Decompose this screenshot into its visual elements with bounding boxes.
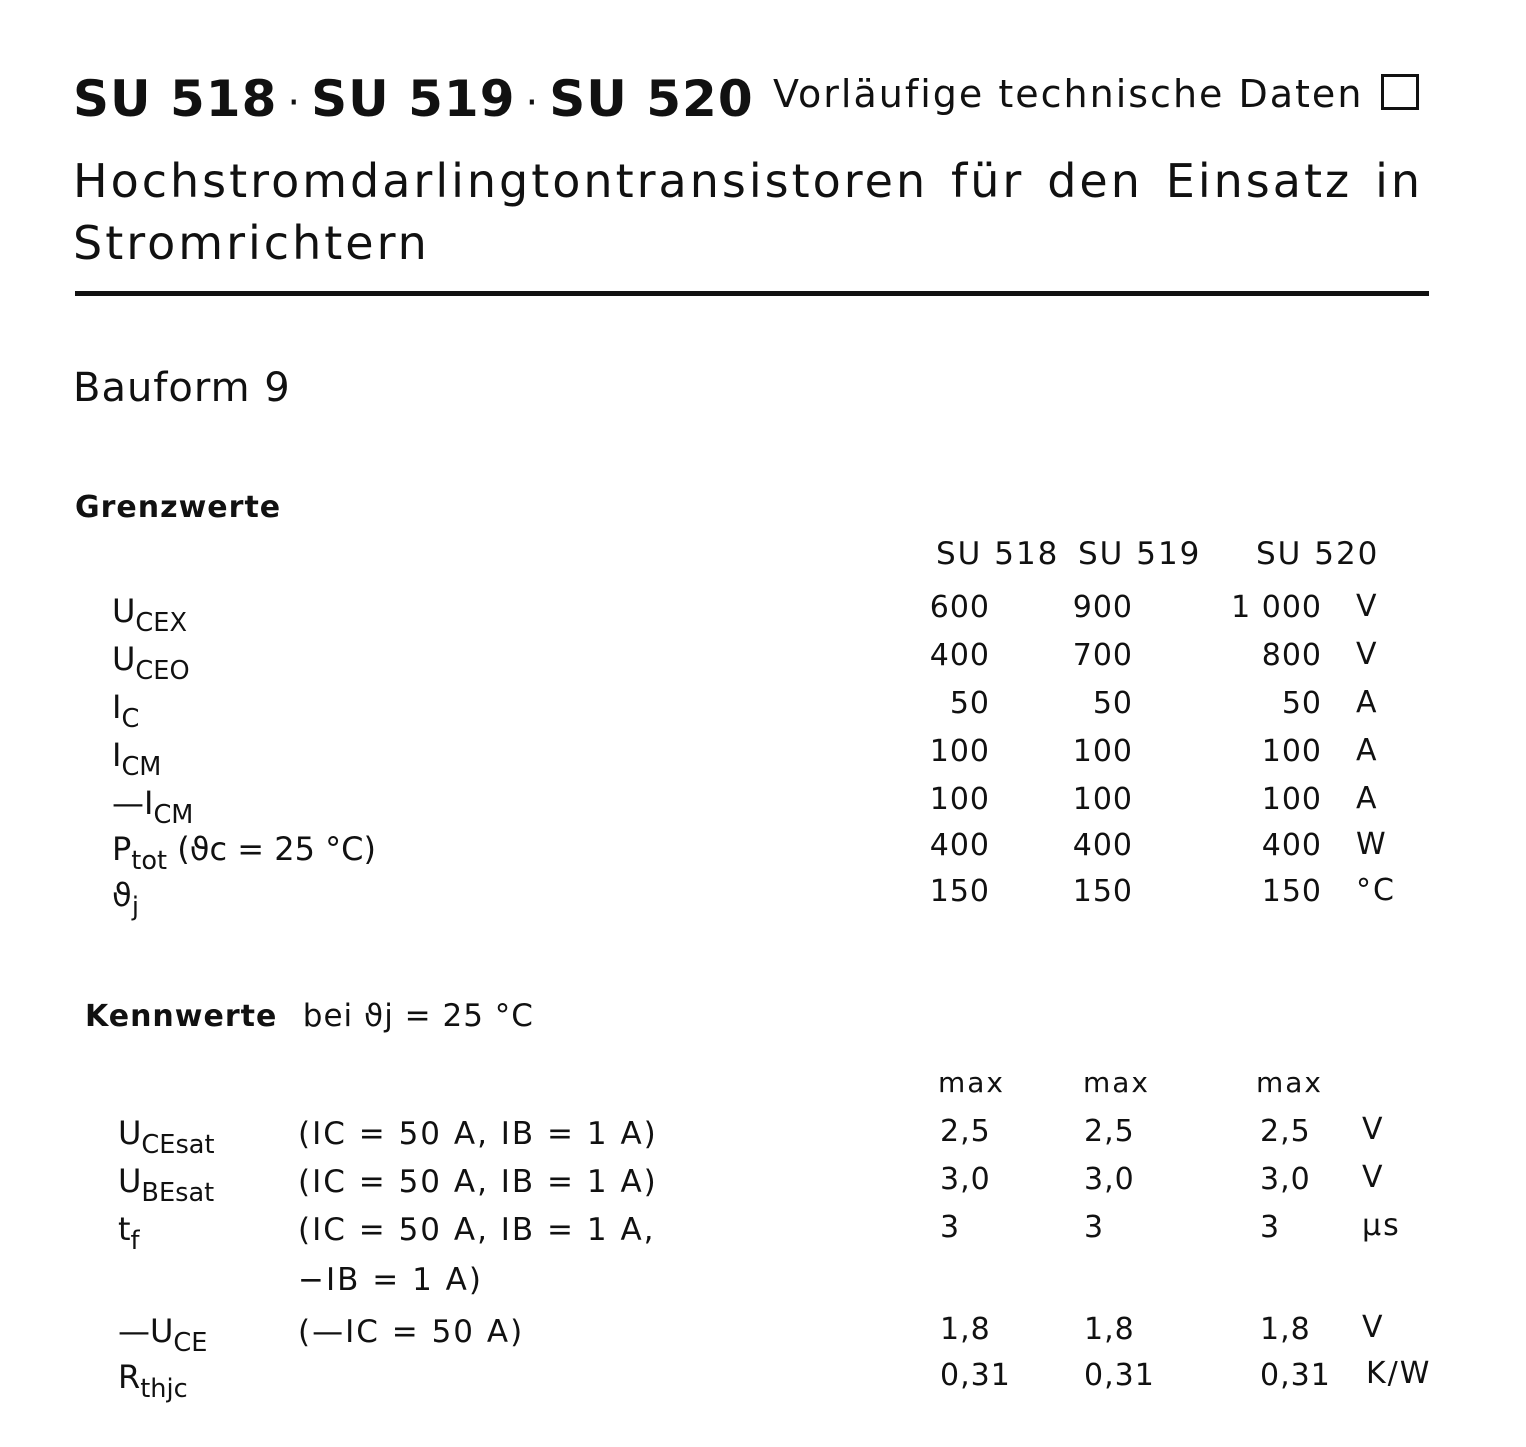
value-su519: 700	[1072, 638, 1133, 673]
symbol-subscript: f	[130, 1225, 140, 1256]
symbol-letter: ϑ	[112, 876, 132, 914]
type-su520: SU 520	[549, 70, 754, 128]
value-unit: V	[1356, 589, 1379, 624]
parameter-symbol	[112, 592, 187, 638]
value-su520: 800	[1261, 638, 1322, 673]
symbol-condition: (ϑc = 25 °C)	[167, 830, 376, 868]
kennwerte-label: Kennwerte	[85, 999, 278, 1034]
test-condition: (IC = 50 A, IB = 1 A)	[298, 1116, 658, 1152]
max-label-su518: max	[938, 1066, 1006, 1099]
value-su520: 2,5	[1260, 1114, 1311, 1149]
value-unit: µs	[1362, 1208, 1401, 1243]
symbol-subscript: thjc	[140, 1373, 188, 1404]
checkbox-square	[1381, 74, 1419, 110]
column-header-su518: SU 518	[936, 536, 1060, 572]
symbol-letter: I	[112, 736, 122, 774]
parameter-symbol	[118, 1114, 215, 1160]
value-su520: 1 000	[1231, 590, 1322, 625]
header-divider	[75, 291, 1429, 296]
max-label-su519: max	[1083, 1066, 1151, 1099]
test-condition: (IC = 50 A, IB = 1 A,	[298, 1212, 656, 1248]
kennwerte-condition: bei ϑj = 25 °C	[302, 998, 534, 1034]
parameter-symbol	[118, 1162, 215, 1208]
datasheet-subtitle: Hochstromdarlingtontransistoren für den Einsatz in Stromrichtern	[73, 154, 1423, 270]
column-header-su520: SU 520	[1256, 536, 1380, 572]
parameter-symbol	[112, 688, 140, 734]
value-su520: 3,0	[1260, 1162, 1311, 1197]
value-su519: 3	[1084, 1210, 1105, 1245]
symbol-letter: U	[112, 592, 136, 630]
value-su518: 400	[929, 828, 990, 863]
value-unit: A	[1356, 781, 1379, 816]
type-su519: SU 519	[311, 70, 516, 128]
preliminary-data-label: Vorläufige technische Daten	[773, 72, 1364, 116]
value-su518: 3,0	[940, 1162, 991, 1197]
symbol-subscript: BEsat	[141, 1177, 215, 1208]
symbol-subscript: CEsat	[141, 1129, 215, 1160]
value-unit: V	[1356, 637, 1379, 672]
symbol-letter: I	[144, 784, 154, 822]
parameter-symbol	[118, 1210, 140, 1256]
symbol-letter: U	[118, 1114, 142, 1152]
value-su520: 3	[1260, 1210, 1281, 1245]
value-su518: 100	[929, 734, 990, 769]
value-su519: 900	[1072, 590, 1133, 625]
value-su519: 2,5	[1084, 1114, 1135, 1149]
symbol-prefix: —	[112, 784, 144, 822]
symbol-subscript: tot	[131, 845, 168, 876]
value-su518: 50	[949, 686, 990, 721]
symbol-prefix: —	[118, 1312, 150, 1350]
parameter-symbol	[112, 640, 190, 686]
symbol-subscript: CEX	[135, 607, 187, 638]
value-su518: 150	[929, 874, 990, 909]
value-su520: 0,31	[1260, 1358, 1331, 1393]
value-su520: 50	[1281, 686, 1322, 721]
value-su518: 3	[940, 1210, 961, 1245]
value-su518: 1,8	[940, 1312, 991, 1347]
test-condition: (—IC = 50 A)	[298, 1314, 525, 1350]
package-type: Bauform 9	[73, 365, 291, 411]
value-su520: 100	[1261, 734, 1322, 769]
separator-dot: ·	[525, 80, 540, 126]
parameter-symbol	[112, 830, 376, 876]
value-su520: 400	[1261, 828, 1322, 863]
value-su520: 100	[1261, 782, 1322, 817]
value-su520: 1,8	[1260, 1312, 1311, 1347]
parameter-symbol	[118, 1358, 188, 1404]
value-su519: 400	[1072, 828, 1133, 863]
value-unit: A	[1356, 685, 1379, 720]
parameter-symbol	[112, 784, 194, 830]
symbol-letter: U	[112, 640, 136, 678]
symbol-subscript: CM	[153, 799, 194, 830]
test-condition-continued: −IB = 1 A)	[298, 1262, 483, 1298]
symbol-letter: P	[112, 830, 132, 868]
value-unit: °C	[1356, 873, 1396, 908]
column-header-su519: SU 519	[1078, 536, 1202, 572]
symbol-letter: I	[112, 688, 122, 726]
symbol-letter: t	[118, 1210, 131, 1248]
value-su518: 0,31	[940, 1358, 1011, 1393]
symbol-subscript: CM	[121, 751, 162, 782]
separator-dot: ·	[287, 80, 302, 126]
value-su519: 50	[1092, 686, 1133, 721]
value-unit: A	[1356, 733, 1379, 768]
symbol-letter: U	[118, 1162, 142, 1200]
symbol-subscript: CE	[173, 1327, 208, 1358]
section-title-kennwerte	[85, 998, 534, 1034]
parameter-symbol	[112, 736, 162, 782]
section-title-grenzwerte: Grenzwerte	[75, 490, 282, 525]
value-unit: V	[1362, 1112, 1385, 1147]
value-unit: V	[1362, 1160, 1385, 1195]
value-su519: 100	[1072, 782, 1133, 817]
parameter-symbol	[112, 876, 139, 922]
value-unit: K/W	[1366, 1356, 1432, 1391]
symbol-subscript: C	[121, 703, 140, 734]
test-condition: (IC = 50 A, IB = 1 A)	[298, 1164, 658, 1200]
value-su518: 600	[929, 590, 990, 625]
datasheet-title	[73, 70, 754, 128]
parameter-symbol	[118, 1312, 208, 1358]
value-su518: 2,5	[940, 1114, 991, 1149]
value-su518: 100	[929, 782, 990, 817]
symbol-subscript: CEO	[135, 655, 190, 686]
symbol-letter: R	[118, 1358, 141, 1396]
value-unit: V	[1362, 1310, 1385, 1345]
value-su520: 150	[1261, 874, 1322, 909]
value-su518: 400	[929, 638, 990, 673]
value-su519: 0,31	[1084, 1358, 1155, 1393]
value-su519: 3,0	[1084, 1162, 1135, 1197]
value-su519: 100	[1072, 734, 1133, 769]
symbol-subscript: j	[131, 891, 139, 922]
value-unit: W	[1356, 827, 1388, 862]
type-su518: SU 518	[73, 70, 278, 128]
value-su519: 1,8	[1084, 1312, 1135, 1347]
symbol-letter: U	[150, 1312, 174, 1350]
value-su519: 150	[1072, 874, 1133, 909]
max-label-su520: max	[1256, 1066, 1324, 1099]
